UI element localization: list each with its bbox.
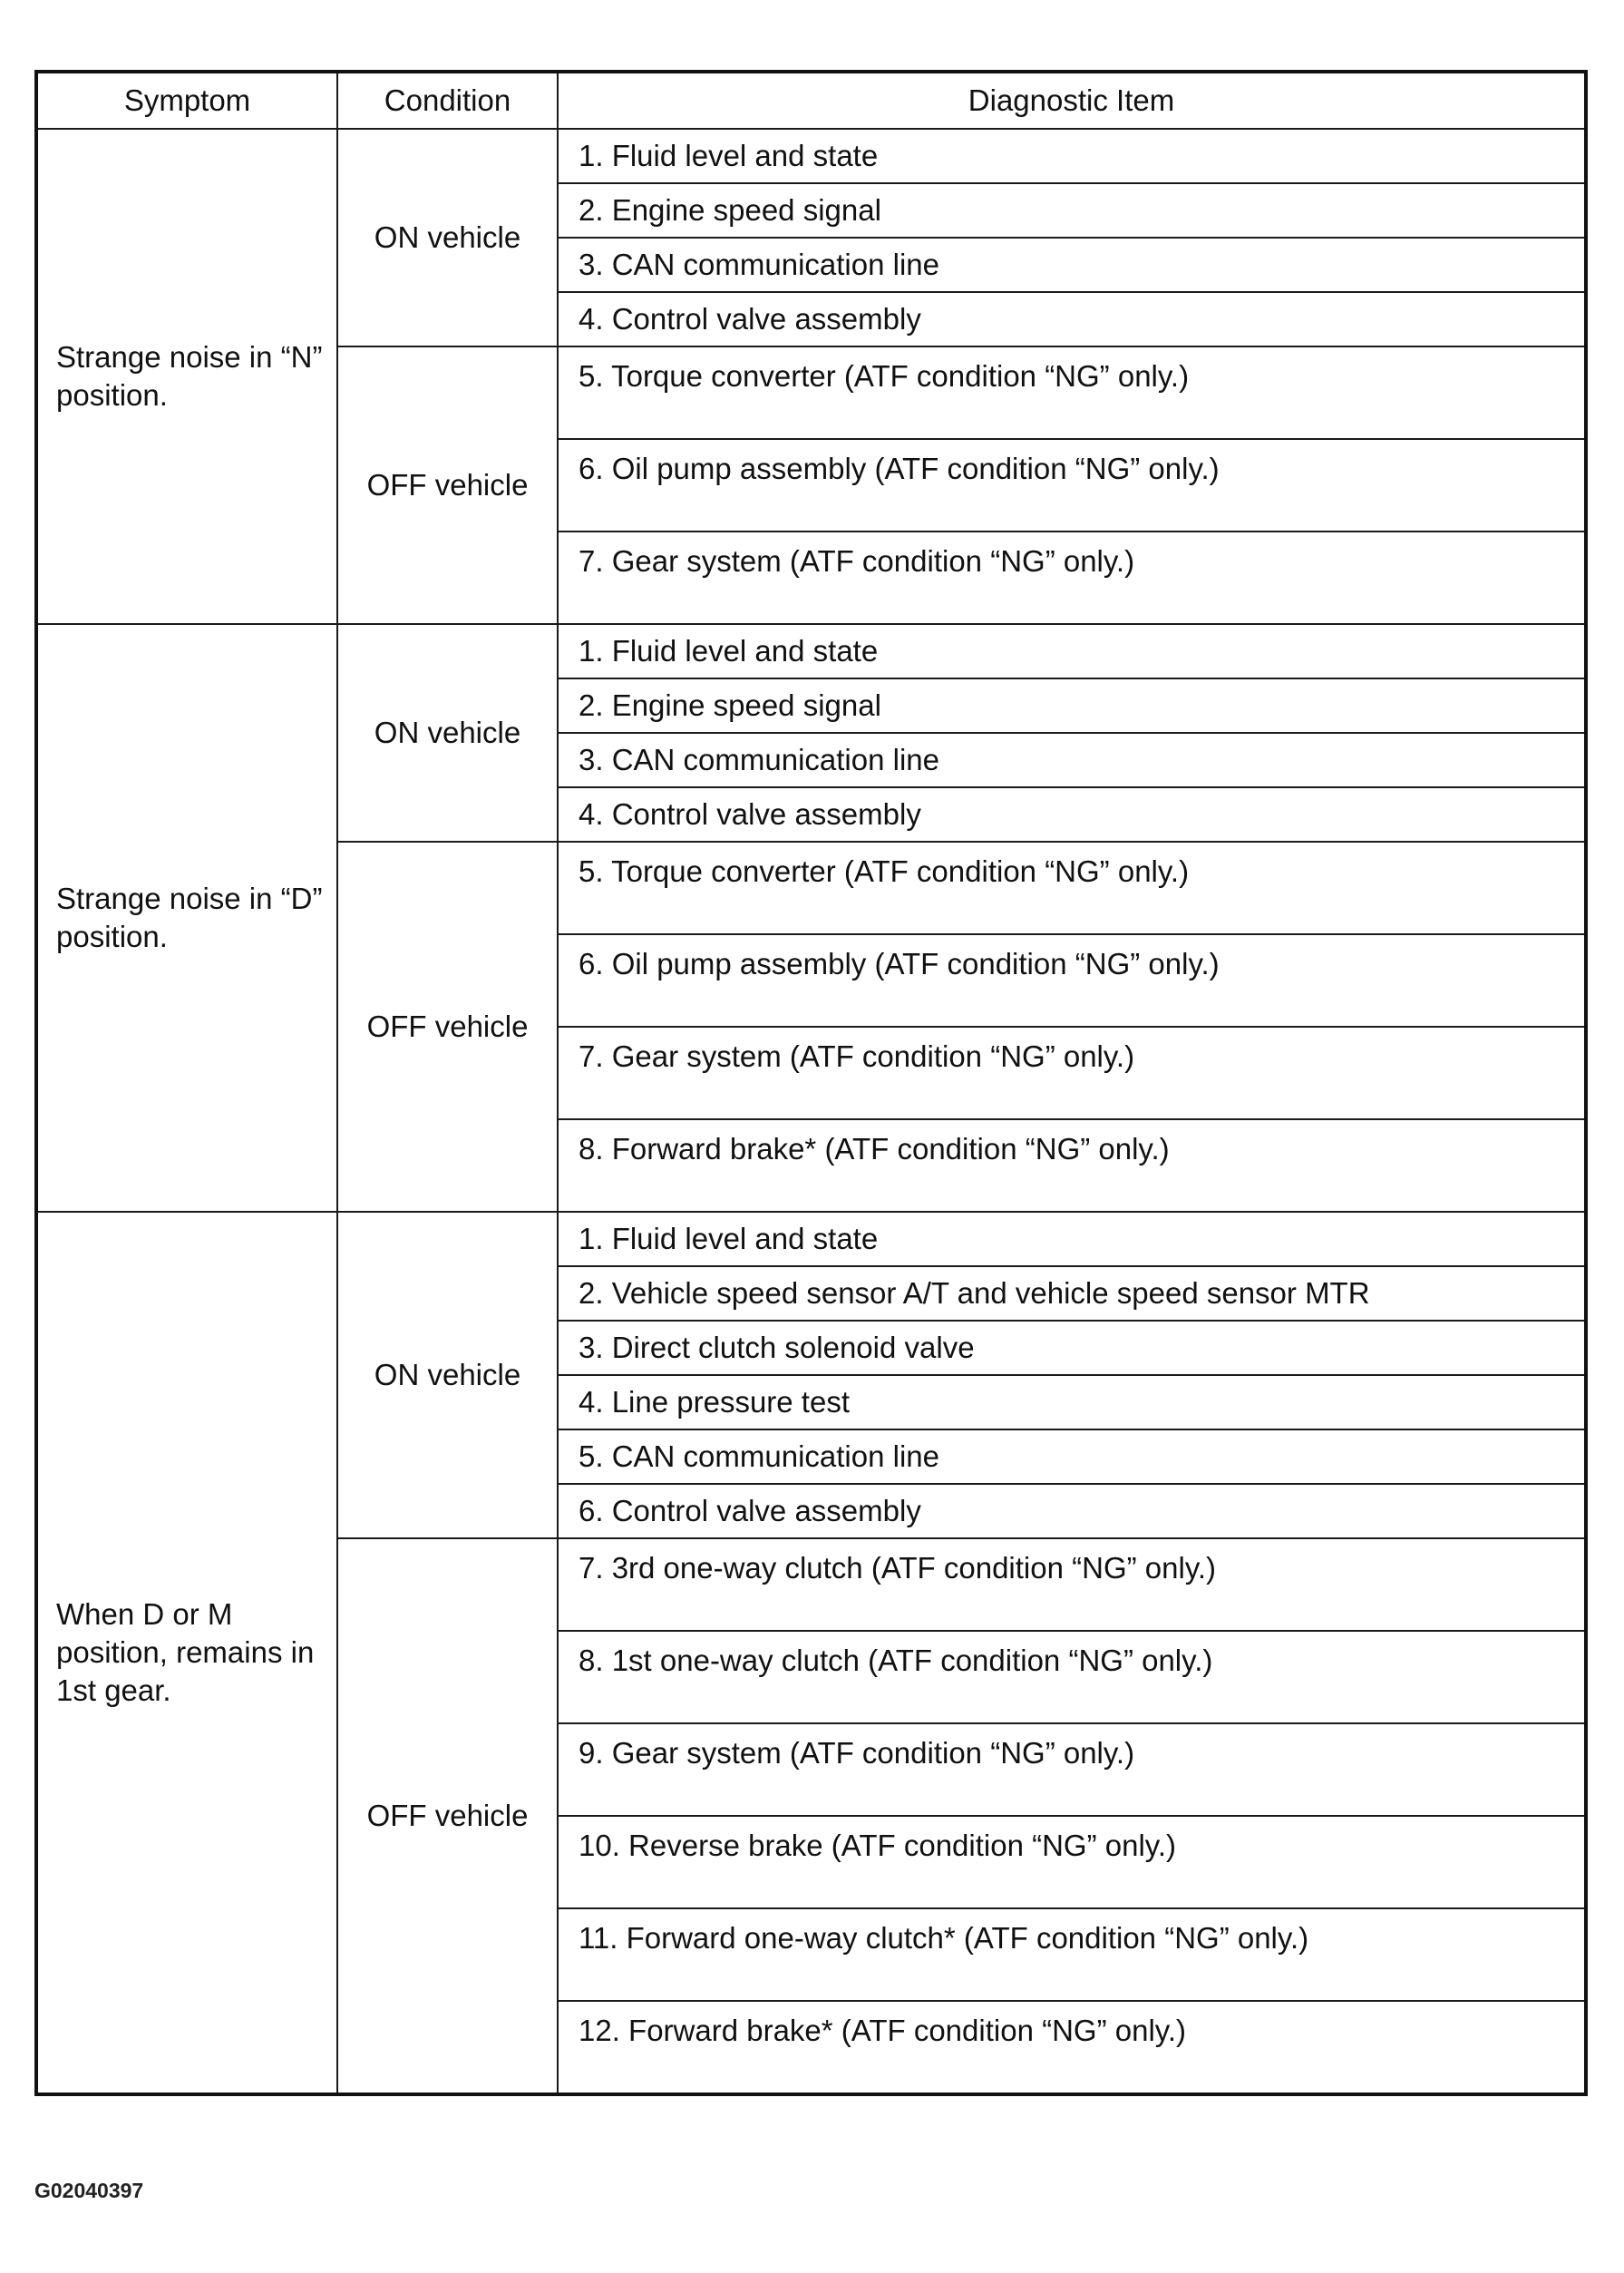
diagnostic-table: [34, 70, 1588, 2096]
condition-cell: ON vehicle: [337, 129, 558, 346]
diagnostic-item-text: 1. Fluid level and state: [579, 1222, 879, 1255]
diagnostic-item-text: 3. CAN communication line: [579, 743, 939, 776]
diagnostic-item-cell: [558, 787, 1586, 842]
diagnostic-item-text: 9. Gear system (ATF condition “NG” only.): [579, 1736, 1135, 1770]
diagnostic-item-text: 1. Fluid level and state: [579, 634, 879, 668]
diagnostic-item-text: 5. Torque converter (ATF condition “NG” only.): [579, 359, 1190, 393]
condition-cell: ON vehicle: [337, 624, 558, 842]
diagnostic-item-text: 8. Forward brake* (ATF condition “NG” only.): [579, 1132, 1170, 1166]
diagnostic-item-text: 7. Gear system (ATF condition “NG” only.): [579, 1039, 1135, 1073]
diagnostic-item-text: 8. 1st one-way clutch (ATF condition “NG” only.): [579, 1644, 1213, 1677]
diagnostic-item-cell: [558, 1631, 1586, 1723]
diagnostic-item-text: 10. Reverse brake (ATF condition “NG” only.): [579, 1829, 1177, 1862]
diagnostic-item-cell: [558, 1321, 1586, 1375]
condition-cell: OFF vehicle: [337, 346, 558, 624]
diagnostic-item-text: 3. Direct clutch solenoid valve: [579, 1331, 975, 1364]
diagnostic-item-text: 6. Oil pump assembly (ATF condition “NG” only.): [579, 452, 1220, 485]
diagnostic-item-cell: [558, 532, 1586, 624]
diagnostic-item-text: 11. Forward one-way clutch* (ATF condition “NG” only.): [579, 1921, 1309, 1955]
diagnostic-item-cell: [558, 1027, 1586, 1119]
diagnostic-item-cell: [558, 439, 1586, 532]
diagnostic-item-text: 6. Oil pump assembly (ATF condition “NG” only.): [579, 947, 1220, 980]
diagnostic-item-cell: [558, 1119, 1586, 1212]
figure-code: G02040397: [34, 2179, 144, 2202]
diagnostic-item-cell: [558, 1908, 1586, 2001]
header-symptom: Symptom: [36, 72, 337, 129]
diagnostic-item-cell: [558, 238, 1586, 292]
diagnostic-item-text: 2. Vehicle speed sensor A/T and vehicle speed sensor MTR: [579, 1276, 1370, 1310]
symptom-cell: When D or M position, remains in 1st gear.: [36, 1212, 337, 2094]
diagnostic-item-text: 5. CAN communication line: [579, 1439, 939, 1473]
diagnostic-item-cell: [558, 1723, 1586, 1816]
header-row: [36, 72, 1586, 129]
diagnostic-item-text: 4. Control valve assembly: [579, 302, 921, 336]
table-body: [36, 129, 1586, 2094]
diagnostic-item-cell: [558, 346, 1586, 439]
diagnostic-item-cell: [558, 183, 1586, 238]
diagnostic-item-cell: [558, 934, 1586, 1027]
condition-cell: OFF vehicle: [337, 842, 558, 1212]
table-row: [36, 624, 1586, 678]
diagnostic-item-cell: [558, 129, 1586, 183]
diagnostic-item-cell: [558, 1429, 1586, 1484]
diagnostic-item-cell: [558, 624, 1586, 678]
diagnostic-item-cell: [558, 1212, 1586, 1266]
header-diagnostic-item: Diagnostic Item: [558, 72, 1586, 129]
symptom-cell: Strange noise in “N” position.: [36, 129, 337, 624]
table-header: [36, 72, 1586, 129]
diagnostic-item-cell: [558, 1266, 1586, 1321]
diagnostic-item-text: 12. Forward brake* (ATF condition “NG” only.): [579, 2014, 1186, 2047]
diagnostic-item-cell: [558, 1375, 1586, 1429]
diagnostic-item-cell: [558, 733, 1586, 787]
diagnostic-item-text: 2. Engine speed signal: [579, 193, 881, 227]
diagnostic-item-text: 2. Engine speed signal: [579, 688, 881, 722]
table-row: [36, 1212, 1586, 1266]
diagnostic-item-text: 4. Control valve assembly: [579, 797, 921, 831]
header-condition: Condition: [337, 72, 558, 129]
diagnostic-item-text: 5. Torque converter (ATF condition “NG” only.): [579, 854, 1190, 888]
diagnostic-item-cell: [558, 1484, 1586, 1538]
diagnostic-item-text: 3. CAN communication line: [579, 248, 939, 281]
diagnostic-item-text: 1. Fluid level and state: [579, 139, 879, 172]
diagnostic-item-text: 4. Line pressure test: [579, 1385, 850, 1419]
diagnostic-item-cell: [558, 1816, 1586, 1908]
condition-cell: ON vehicle: [337, 1212, 558, 1538]
condition-cell: OFF vehicle: [337, 1538, 558, 2094]
diagnostic-item-text: 6. Control valve assembly: [579, 1494, 921, 1527]
diagnostic-item-cell: [558, 1538, 1586, 1631]
table-row: [36, 129, 1586, 183]
diagnostic-item-text: 7. Gear system (ATF condition “NG” only.): [579, 544, 1135, 578]
symptom-cell: Strange noise in “D” position.: [36, 624, 337, 1212]
diagnostic-item-text: 7. 3rd one-way clutch (ATF condition “NG” only.): [579, 1551, 1217, 1585]
diagnostic-item-cell: [558, 678, 1586, 733]
diagnostic-item-cell: [558, 842, 1586, 934]
diagnostic-item-cell: [558, 2001, 1586, 2094]
diagnostic-item-cell: [558, 292, 1586, 346]
